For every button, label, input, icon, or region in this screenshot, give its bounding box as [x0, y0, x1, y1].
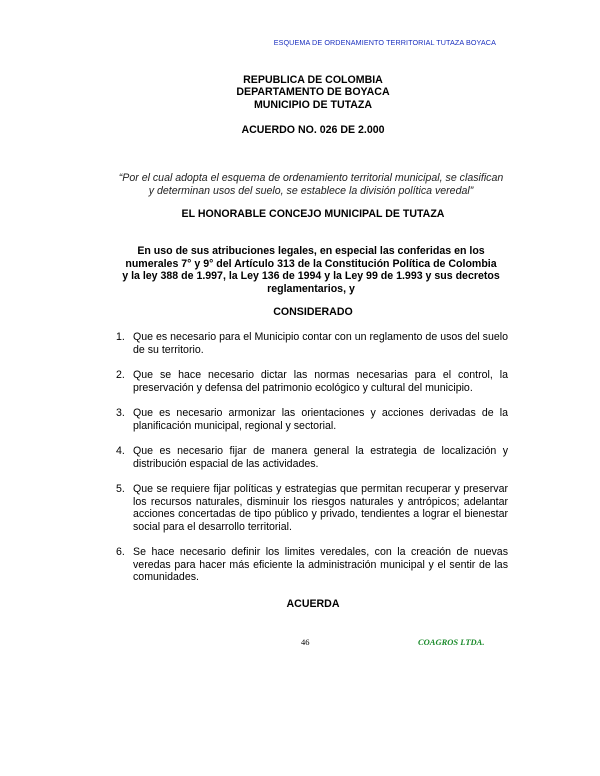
list-item [116, 331, 508, 356]
list-item-number: 2. [116, 369, 125, 381]
acuerda-heading: ACUERDA [286, 598, 340, 610]
list-item-text: Que se hace necesario dictar las normas necesarias para el control, la preservación y defensa del patrimonio ecológico y cultural del municipio. [133, 369, 508, 394]
list-item-text: Que es necesario armonizar las orientaciones y acciones derivadas de la planificación municipal, regional y sectorial. [133, 407, 508, 432]
council-heading: EL HONORABLE CONCEJO MUNICIPAL DE TUTAZA [181, 208, 445, 220]
agreement-number: ACUERDO NO. 026 DE 2.000 [241, 124, 385, 136]
title-line-municipality: MUNICIPIO DE TUTAZA [253, 98, 373, 111]
legal-basis-line: reglamentarios, y [267, 282, 355, 295]
legal-basis-line: y la ley 388 de 1.997, la Ley 136 de 1994 y la Ley 99 de 1.993 y sus decretos [122, 270, 500, 283]
list-item-number: 3. [116, 407, 125, 419]
title-block [0, 74, 600, 111]
purpose-statement [112, 172, 510, 197]
running-header: ESQUEMA DE ORDENAMIENTO TERRITORIAL TUTAZA BOYACA [273, 38, 496, 47]
legal-basis [116, 245, 506, 295]
list-item-text: Que es necesario para el Municipio contar con un reglamento de usos del suelo de su territorio. [133, 331, 508, 356]
list-item [116, 546, 508, 584]
list-item-number: 4. [116, 445, 125, 457]
purpose-line: “Por el cual adopta el esquema de ordenamiento territorial municipal, se clasifican [118, 172, 504, 184]
list-item [116, 445, 508, 470]
list-item [116, 483, 508, 533]
page-number: 46 [301, 637, 310, 647]
list-item [116, 407, 508, 432]
title-line-department: DEPARTAMENTO DE BOYACA [236, 86, 390, 99]
list-item-number: 6. [116, 546, 125, 558]
list-item [116, 369, 508, 394]
list-item-number: 1. [116, 331, 125, 343]
legal-basis-line: numerales 7° y 9° del Artículo 313 de la Constitución Política de Colombia [125, 257, 497, 270]
footer-brand: COAGROS LTDA. [418, 637, 485, 647]
list-item-number: 5. [116, 483, 125, 495]
considerado-heading: CONSIDERADO [273, 306, 353, 318]
legal-basis-line: En uso de sus atribuciones legales, en especial las conferidas en los [137, 245, 485, 257]
title-line-country: REPUBLICA DE COLOMBIA [243, 74, 383, 86]
list-item-text: Se hace necesario definir los limites veredales, con la creación de nuevas veredas para hacer más eficiente la administración municipal y el sentir de las comunidades. [133, 546, 508, 583]
list-item-text: Que es necesario fijar de manera general la estrategia de localización y distribución espacial de las actividades. [133, 445, 508, 470]
considerandos-list [116, 331, 508, 597]
list-item-text: Que se requiere fijar políticas y estrategias que permitan recuperar y preservar los recursos naturales, disminuir los riesgos naturales y antrópicos; adelantar acciones concertadas de tipo público y privado, tendientes a lograr el bienestar social para el desarrollo territorial. [133, 483, 508, 533]
purpose-line: y determinan usos del suelo, se establece la división política veredal” [148, 184, 474, 197]
